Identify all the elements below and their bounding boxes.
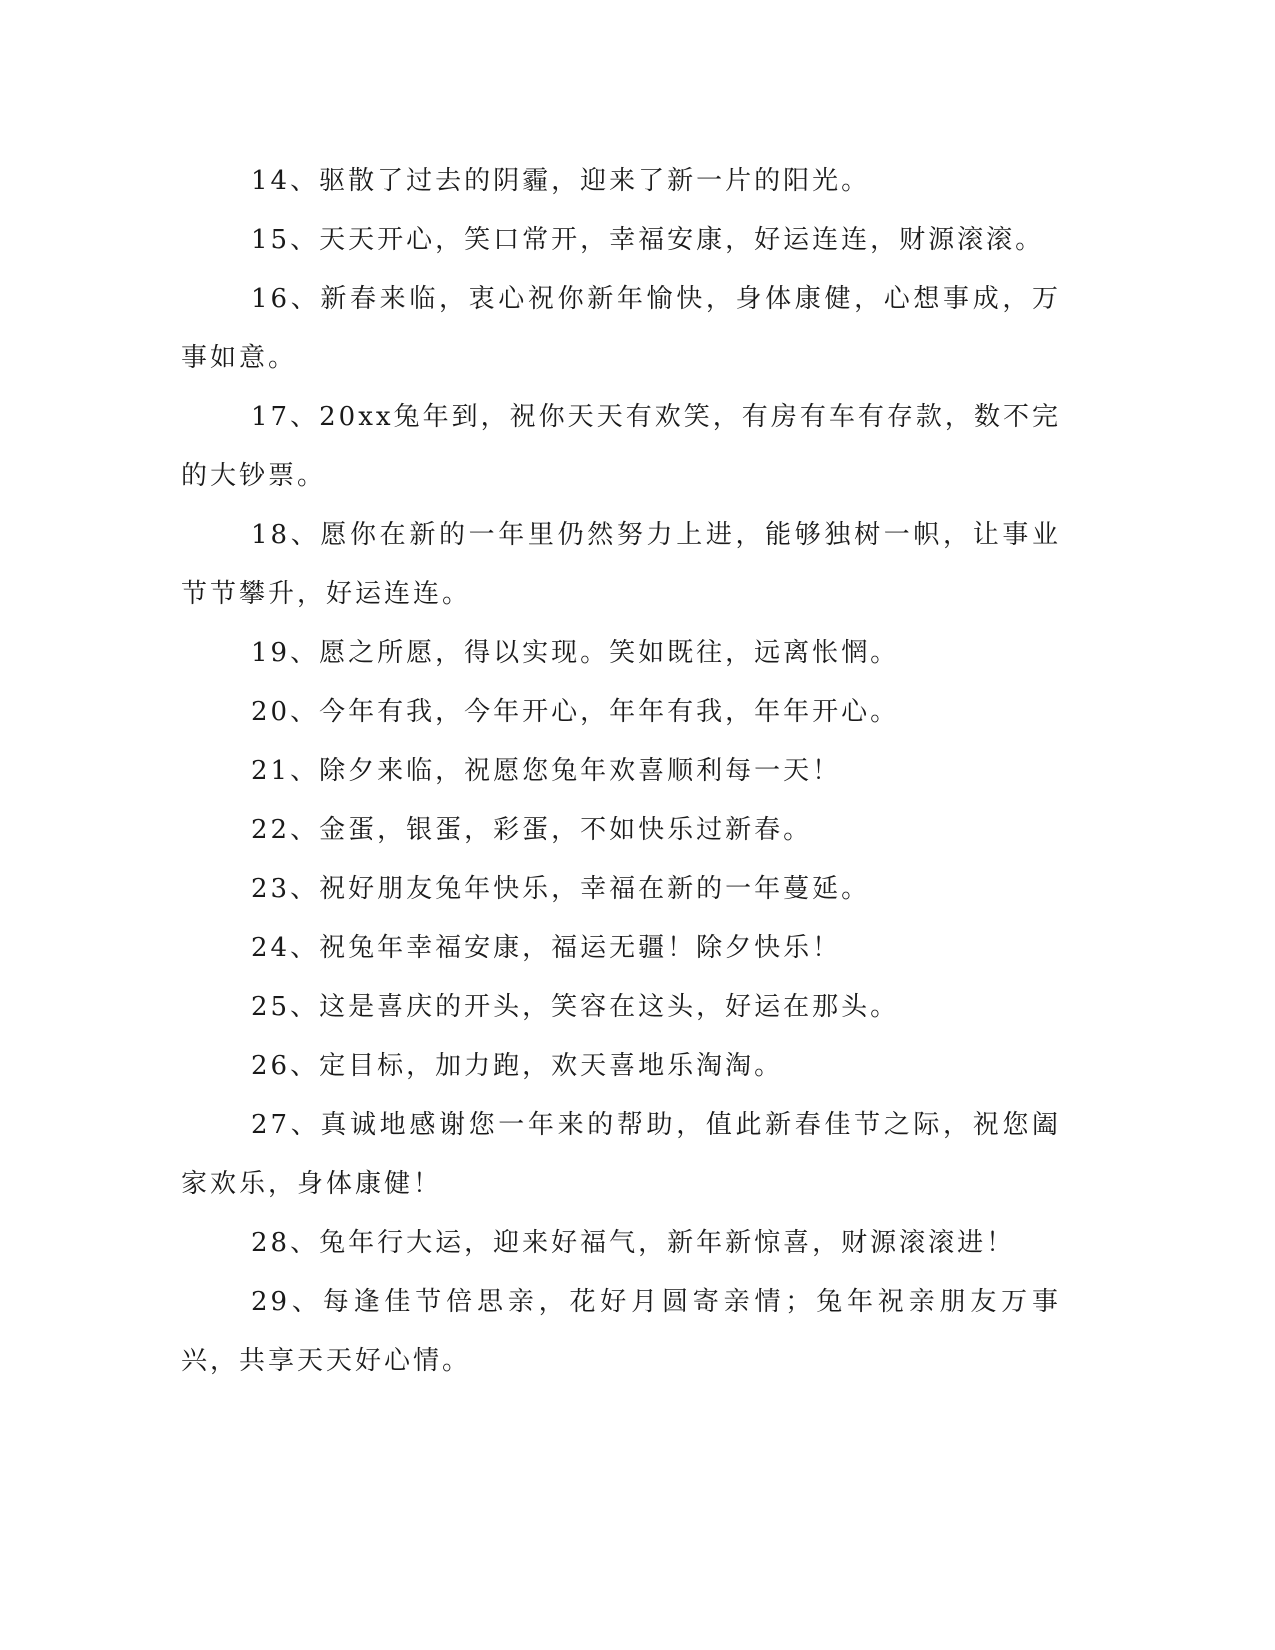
paragraph-23: 23、祝好朋友兔年快乐，幸福在新的一年蔓延。 [251,874,871,904]
paragraph-18: 18、愿你在新的一年里仍然努力上进，能够独树一帜，让事业节节攀升，好运连连。 [181,520,1061,609]
paragraph-27: 27、真诚地感谢您一年来的帮助，值此新春佳节之际，祝您阖家欢乐，身体康健！ [181,1110,1061,1199]
paragraph-29: 29、每逢佳节倍思亲，花好月圆寄亲情；兔年祝亲朋友万事兴，共享天天好心情。 [181,1287,1061,1376]
paragraph-14: 14、驱散了过去的阴霾，迎来了新一片的阳光。 [251,166,871,196]
paragraph-15: 15、天天开心，笑口常开，幸福安康，好运连连，财源滚滚。 [251,225,1045,255]
paragraph-28: 28、兔年行大运，迎来好福气，新年新惊喜，财源滚滚进！ [251,1228,1016,1258]
paragraph-26: 26、定目标，加力跑，欢天喜地乐淘淘。 [251,1051,784,1081]
paragraph-17: 17、20xx兔年到，祝你天天有欢笑，有房有车有存款，数不完的大钞票。 [181,402,1061,491]
paragraph-25: 25、这是喜庆的开头，笑容在这头，好运在那头。 [251,992,900,1022]
paragraph-20: 20、今年有我，今年开心，年年有我，年年开心。 [251,697,900,727]
paragraph-24: 24、祝兔年幸福安康，福运无疆！除夕快乐！ [251,933,842,963]
document-body [181,152,1061,1391]
paragraph-22: 22、金蛋，银蛋，彩蛋，不如快乐过新春。 [251,815,813,845]
paragraph-16: 16、新春来临，衷心祝你新年愉快，身体康健，心想事成，万事如意。 [181,284,1061,373]
paragraph-19: 19、愿之所愿，得以实现。笑如既往，远离怅惘。 [251,638,900,668]
paragraph-21: 21、除夕来临，祝愿您兔年欢喜顺利每一天！ [251,756,842,786]
